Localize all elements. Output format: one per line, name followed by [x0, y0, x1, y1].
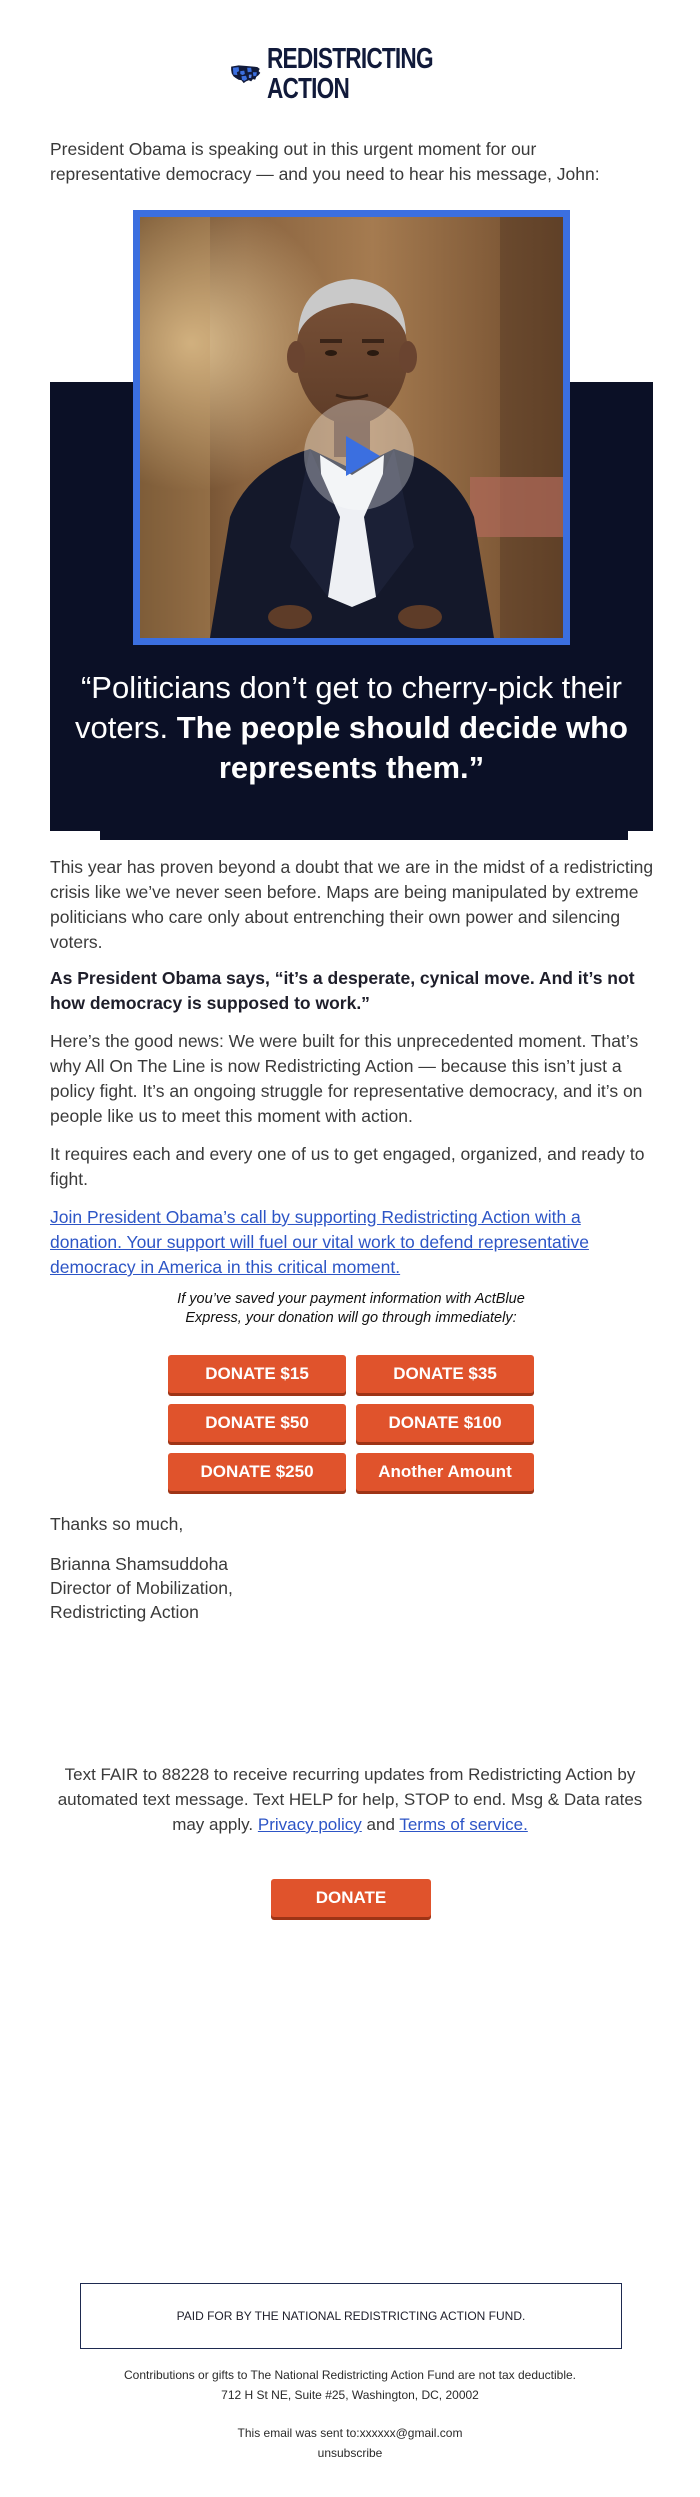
signature	[50, 1552, 655, 1624]
footer-legal	[50, 2365, 650, 2405]
sms-and: and	[366, 1815, 395, 1834]
play-button[interactable]	[304, 400, 414, 510]
thanks-text: Thanks so much,	[50, 1514, 184, 1534]
actblue-note: If you’ve saved your payment information with ActBlue Express, your donation will go through immediately:	[177, 1291, 525, 1326]
donate-button[interactable]: DONATE	[271, 1879, 431, 1917]
sms-text: Text FAIR to 88228 to receive recurring updates from Redistricting Action by automated text message. Text HELP for help, STOP to end. Msg & Data rates may apply.	[57, 1765, 643, 1834]
sent-to-text: This email was sent to:xxxxxx@gmail.com	[237, 2426, 463, 2440]
donate-50-button[interactable]: DONATE $50	[168, 1404, 346, 1442]
contributions-text: Contributions or gifts to The National Redistricting Action Fund are not tax deductible.	[123, 2368, 577, 2382]
paragraph-crisis: This year has proven beyond a doubt that we are in the midst of a redistricting crisis like we’ve never seen before. Maps are being manipulated by extreme politicians who care only about entrenching their own power and silencing voters.	[50, 857, 654, 952]
address-text: 712 H St NE, Suite #25, Washington, DC, 20002	[221, 2388, 479, 2402]
paid-for-box: PAID FOR BY THE NATIONAL REDISTRICTING ACTION FUND.	[80, 2283, 622, 2349]
video-image[interactable]	[140, 217, 563, 638]
footer-email	[50, 2423, 650, 2463]
unsubscribe-link[interactable]: unsubscribe	[317, 2446, 383, 2460]
us-map-puzzle-icon	[230, 38, 261, 110]
donate-35-button[interactable]: DONATE $35	[356, 1355, 534, 1393]
terms-of-service-link[interactable]: Terms of service.	[399, 1815, 528, 1834]
privacy-policy-link[interactable]: Privacy policy	[257, 1815, 362, 1834]
obama-quote	[60, 668, 643, 788]
paragraph-good-news: Here’s the good news: We were built for this unprecedented moment. That’s why All On The Line is now Redistricting Action — because this isn’t just a policy fight. It’s an ongoing struggle for representative democracy, and it’s on people like us to meet this moment with action.	[50, 1031, 643, 1126]
paragraph-call-to-fight: It requires each and every one of us to get engaged, organized, and ready to fight.	[50, 1144, 645, 1189]
donate-call-link[interactable]: Join President Obama’s call by supporting Redistricting Action with a donation. Your support will fuel our vital work to defend representative democracy in America in this critical moment.	[50, 1207, 589, 1277]
sms-disclaimer	[40, 1762, 660, 1837]
quote-background-tab	[100, 810, 628, 840]
brand-name-line2: ACTION	[267, 73, 350, 105]
intro-text: President Obama is speaking out in this urgent moment for our representative democracy — and you need to hear his message, John:	[50, 139, 600, 184]
signature-title: Director of Mobilization,	[50, 1578, 233, 1598]
donate-15-button[interactable]: DONATE $15	[168, 1355, 346, 1393]
signature-name: Brianna Shamsuddoha	[50, 1554, 229, 1574]
video-thumbnail[interactable]	[133, 210, 570, 645]
signature-org: Redistricting Action	[50, 1602, 199, 1622]
play-icon	[346, 436, 380, 476]
brand-logo[interactable]	[230, 34, 480, 114]
quote-part2: The people should decide who represents them.”	[176, 710, 628, 785]
paragraph-donate-link-wrap	[50, 1205, 655, 1280]
donate-250-button[interactable]: DONATE $250	[168, 1453, 346, 1491]
donate-other-amount-button[interactable]: Another Amount	[356, 1453, 534, 1491]
donate-100-button[interactable]: DONATE $100	[356, 1404, 534, 1442]
quote-part1: “Politicians don’t get to cherry-pick their voters.	[75, 670, 622, 745]
paragraph-obama-says: As President Obama says, “it’s a desperate, cynical move. And it’s not how democracy is supposed to work.”	[50, 968, 635, 1013]
brand-name	[267, 44, 433, 104]
brand-name-line1: REDISTRICTING	[267, 43, 434, 75]
